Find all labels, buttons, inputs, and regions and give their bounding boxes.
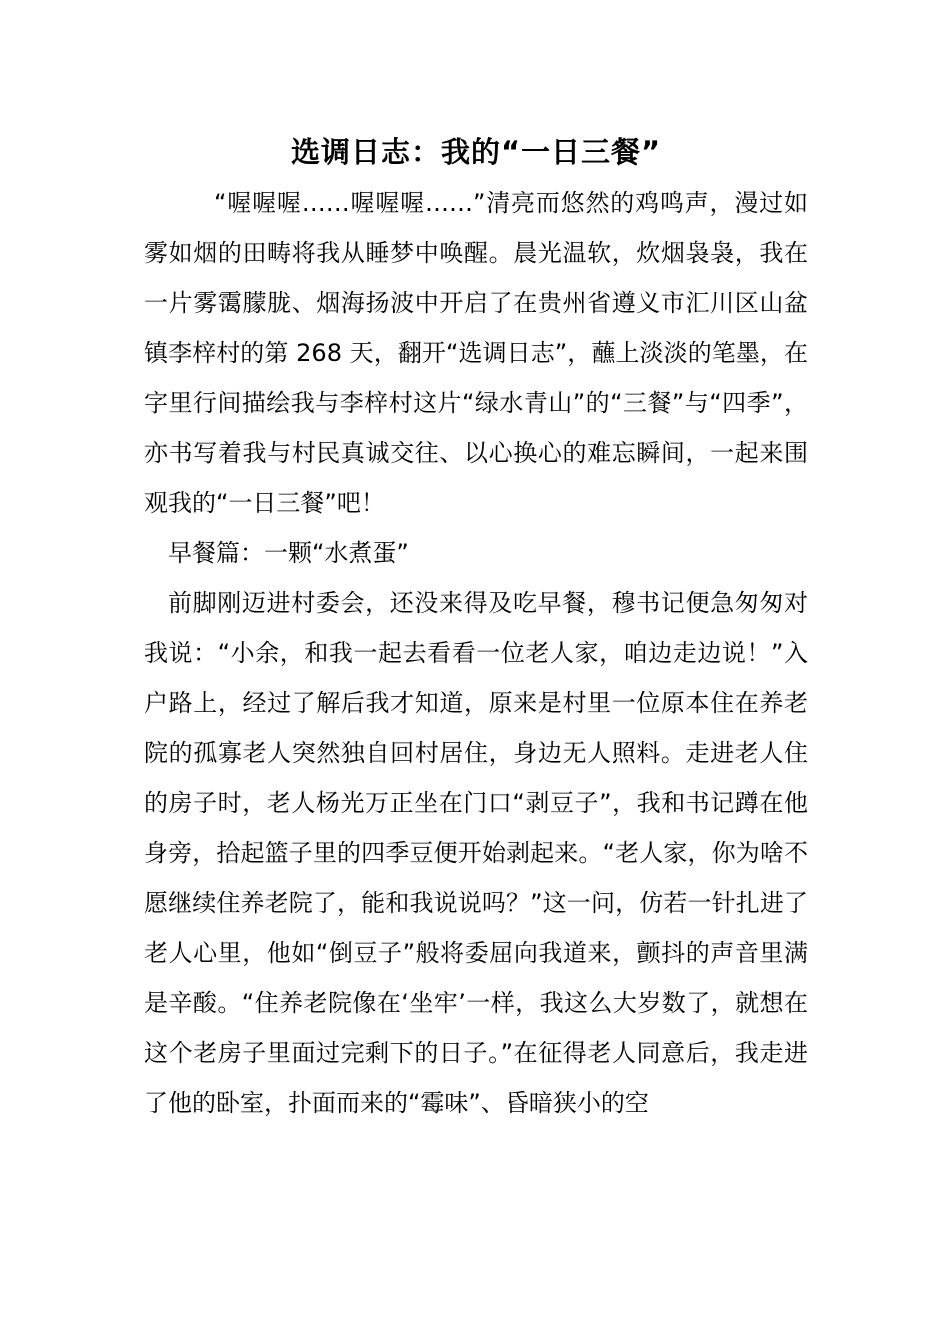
breakfast-paragraph: 前脚刚迈进村委会，还没来得及吃早餐，穆书记便急匆匆对我说：“小余，和我一起去看看一位老人家，咱边走边说！”入户路上，经过了解后我才知道，原来是村里一位原本住在养老院的孤寡老人突然独自回村居住，身边无人照料。走进老人住的房子时，老人杨光万正坐在门口“剥豆子”，我和书记蹲在他身旁，拾起篮子里的四季豆便开始剥起来。“老人家，你为啥不愿继续住养老院了，能和我说说吗？”这一问，仿若一针扎进了老人心里，他如“倒豆子”般将委屈向我道来，颤抖的声音里满是辛酸。“住养老院像在‘坐牢’一样，我这么大岁数了，就想在这个老房子里面过完剩下的日子。”在征得老人同意后，我走进了他的卧室，扑面而来的“霉味”、昏暗狭小的空 [144, 589, 808, 1117]
document-page [144, 128, 808, 1128]
intro-paragraph: “喔喔喔……喔喔喔……”清亮而悠然的鸡鸣声，漫过如雾如烟的田畴将我从睡梦中唤醒。晨光温软，炊烟袅袅，我在一片雾霭朦胧、烟海扬波中开启了在贵州省遵义市汇川区山盆镇李梓村的第 268 天，翻开“选调日志”，蘸上淡淡的笔墨，在字里行间描绘我与李梓村这片“绿水青山”的“三餐”与“四季”，亦书写着我与村民真诚交往、以心换心的难忘瞬间，一起来围观我的“一日三餐”吧！ [144, 189, 808, 517]
section-heading-breakfast: 早餐篇：一颗“水煮蛋” [168, 539, 409, 567]
document-title: 选调日志：我的“一日三餐” [290, 135, 662, 169]
